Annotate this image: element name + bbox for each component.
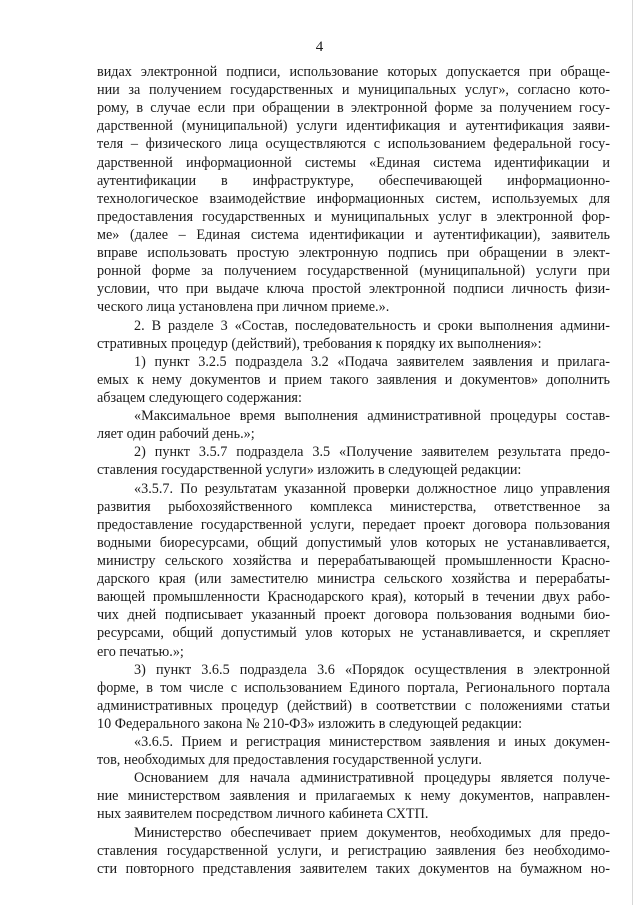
text-line: аутентификации в инфраструктуре, обеспечивающей информационно- xyxy=(97,172,610,189)
paragraph-3-5-7 xyxy=(97,480,610,661)
paragraph-ministry-accepts xyxy=(97,824,610,878)
text-line: абзацем следующего содержания: xyxy=(97,389,302,406)
text-line: условии, что при выдаче ключа простой электронной подписи личность физи- xyxy=(97,281,610,298)
text-line: Основанием для начала административной процедуры является получе- xyxy=(134,770,610,787)
text-line: стративных процедур (действий), требования к порядку их выполнения»: xyxy=(97,335,542,352)
text-line: емых к нему документов и прием такого заявления и документов» дополнить xyxy=(97,371,610,388)
text-line: ние министерством заявления и прилагаемых к нему документов, направлен- xyxy=(97,788,610,805)
text-line: 10 Федерального закона № 210-ФЗ» изложить в следующей редакции: xyxy=(97,715,523,732)
paragraph-max-time xyxy=(97,407,610,443)
text-line: ме» (далее – Единая система идентификации и аутентификации), заявитель xyxy=(97,226,610,243)
paragraph-item-2 xyxy=(97,443,610,479)
text-line: сти повторного представления заявителем таких документов на бумажном но- xyxy=(97,860,610,877)
paragraph-electronic-signature xyxy=(97,63,610,317)
text-line: водными биоресурсами, общий допустимый улов которых не устанавливается, xyxy=(97,534,610,551)
text-line: «3.6.5. Прием и регистрация министерством заявления и иных докумен- xyxy=(134,734,610,751)
text-line: 2. В разделе 3 «Состав, последовательность и сроки выполнения админи- xyxy=(134,317,610,334)
paragraph-basis xyxy=(97,769,610,823)
paragraph-item-3 xyxy=(97,661,610,733)
text-line: ставления государственной услуги» изложить в следующей редакции: xyxy=(97,462,522,479)
text-line: рому, в случае если при обращении в электронной форме за получением госу- xyxy=(97,100,610,117)
text-line: ных заявителем посредством личного кабинета СХТП. xyxy=(97,806,429,823)
paragraph-section-3 xyxy=(97,317,610,353)
text-line: чих дней подписывает указанный проект договора пользования водными био- xyxy=(97,607,610,624)
paragraph-3-6-5 xyxy=(97,733,610,769)
text-line: предоставления государственных и муниципальных услуг в электронной фор- xyxy=(97,208,610,225)
text-line: 1) пункт 3.2.5 подраздела 3.2 «Подача заявителем заявления и прилага- xyxy=(134,353,610,370)
text-line: теля – физического лица осуществляются с использованием федеральной госу- xyxy=(97,136,610,153)
text-line: «3.5.7. По результатам указанной проверки должностное лицо управления xyxy=(134,480,610,497)
text-line: тов, необходимых для предоставления государственной услуги. xyxy=(97,752,482,769)
text-line: административных процедур (действий) в соответствии с положениями статьи xyxy=(97,697,610,714)
text-line: технологическое взаимодействие информационных систем, используемых для xyxy=(97,190,610,207)
text-line: дарского края (или заместителю министра сельского хозяйства и перерабаты- xyxy=(97,571,610,588)
text-line: ляет один рабочий день.»; xyxy=(97,426,255,443)
paragraph-item-1 xyxy=(97,353,610,407)
text-line: дарственной (муниципальной) услуги идентификация и аутентификация заяви- xyxy=(97,118,610,135)
text-line: 2) пункт 3.5.7 подраздела 3.5 «Получение заявителем результата предо- xyxy=(134,444,610,461)
text-line: вающей промышленности Краснодарского края), который в течении двух рабо- xyxy=(97,589,610,606)
text-line: вправе использовать простую электронную подпись при обращении в элект- xyxy=(97,245,610,262)
page-edge-divider xyxy=(632,0,633,905)
text-line: ресурсами, общий допустимый улов которых не устанавливается, и скрепляет xyxy=(97,625,610,642)
text-line: ческого лица установлена при личном приеме.». xyxy=(97,299,390,316)
text-line: его печатью.»; xyxy=(97,643,184,660)
text-line: развития рыбохозяйственного комплекса министерства, ответственное за xyxy=(97,498,610,515)
page-number: 4 xyxy=(315,39,324,55)
text-line: ронной форме за получением государственной (муниципальной) услуги при xyxy=(97,263,610,280)
text-line: дарственной информационной системы «Единая система идентификации и xyxy=(97,154,610,171)
text-line: Министерство обеспечивает прием документов, необходимых для предо- xyxy=(134,824,610,841)
text-line: видах электронной подписи, использование которых допускается при обраще- xyxy=(97,64,610,80)
text-line: министру сельского хозяйства и перерабатывающей промышленности Красно- xyxy=(97,552,610,569)
text-line: ставления государственной услуги, и регистрацию заявления без необходимо- xyxy=(97,842,610,859)
document-body xyxy=(97,63,610,878)
text-line: 3) пункт 3.6.5 подраздела 3.6 «Порядок осуществления в электронной xyxy=(134,661,610,678)
text-line: форме, в том числе с использованием Единого портала, Регионального портала xyxy=(97,679,610,696)
text-line: «Максимальное время выполнения административной процедуры состав- xyxy=(134,408,610,425)
text-line: предоставление государственной услуги, передает проект договора пользования xyxy=(97,516,610,533)
text-line: нии за получением государственных и муниципальных услуг», согласно кото- xyxy=(97,82,610,99)
